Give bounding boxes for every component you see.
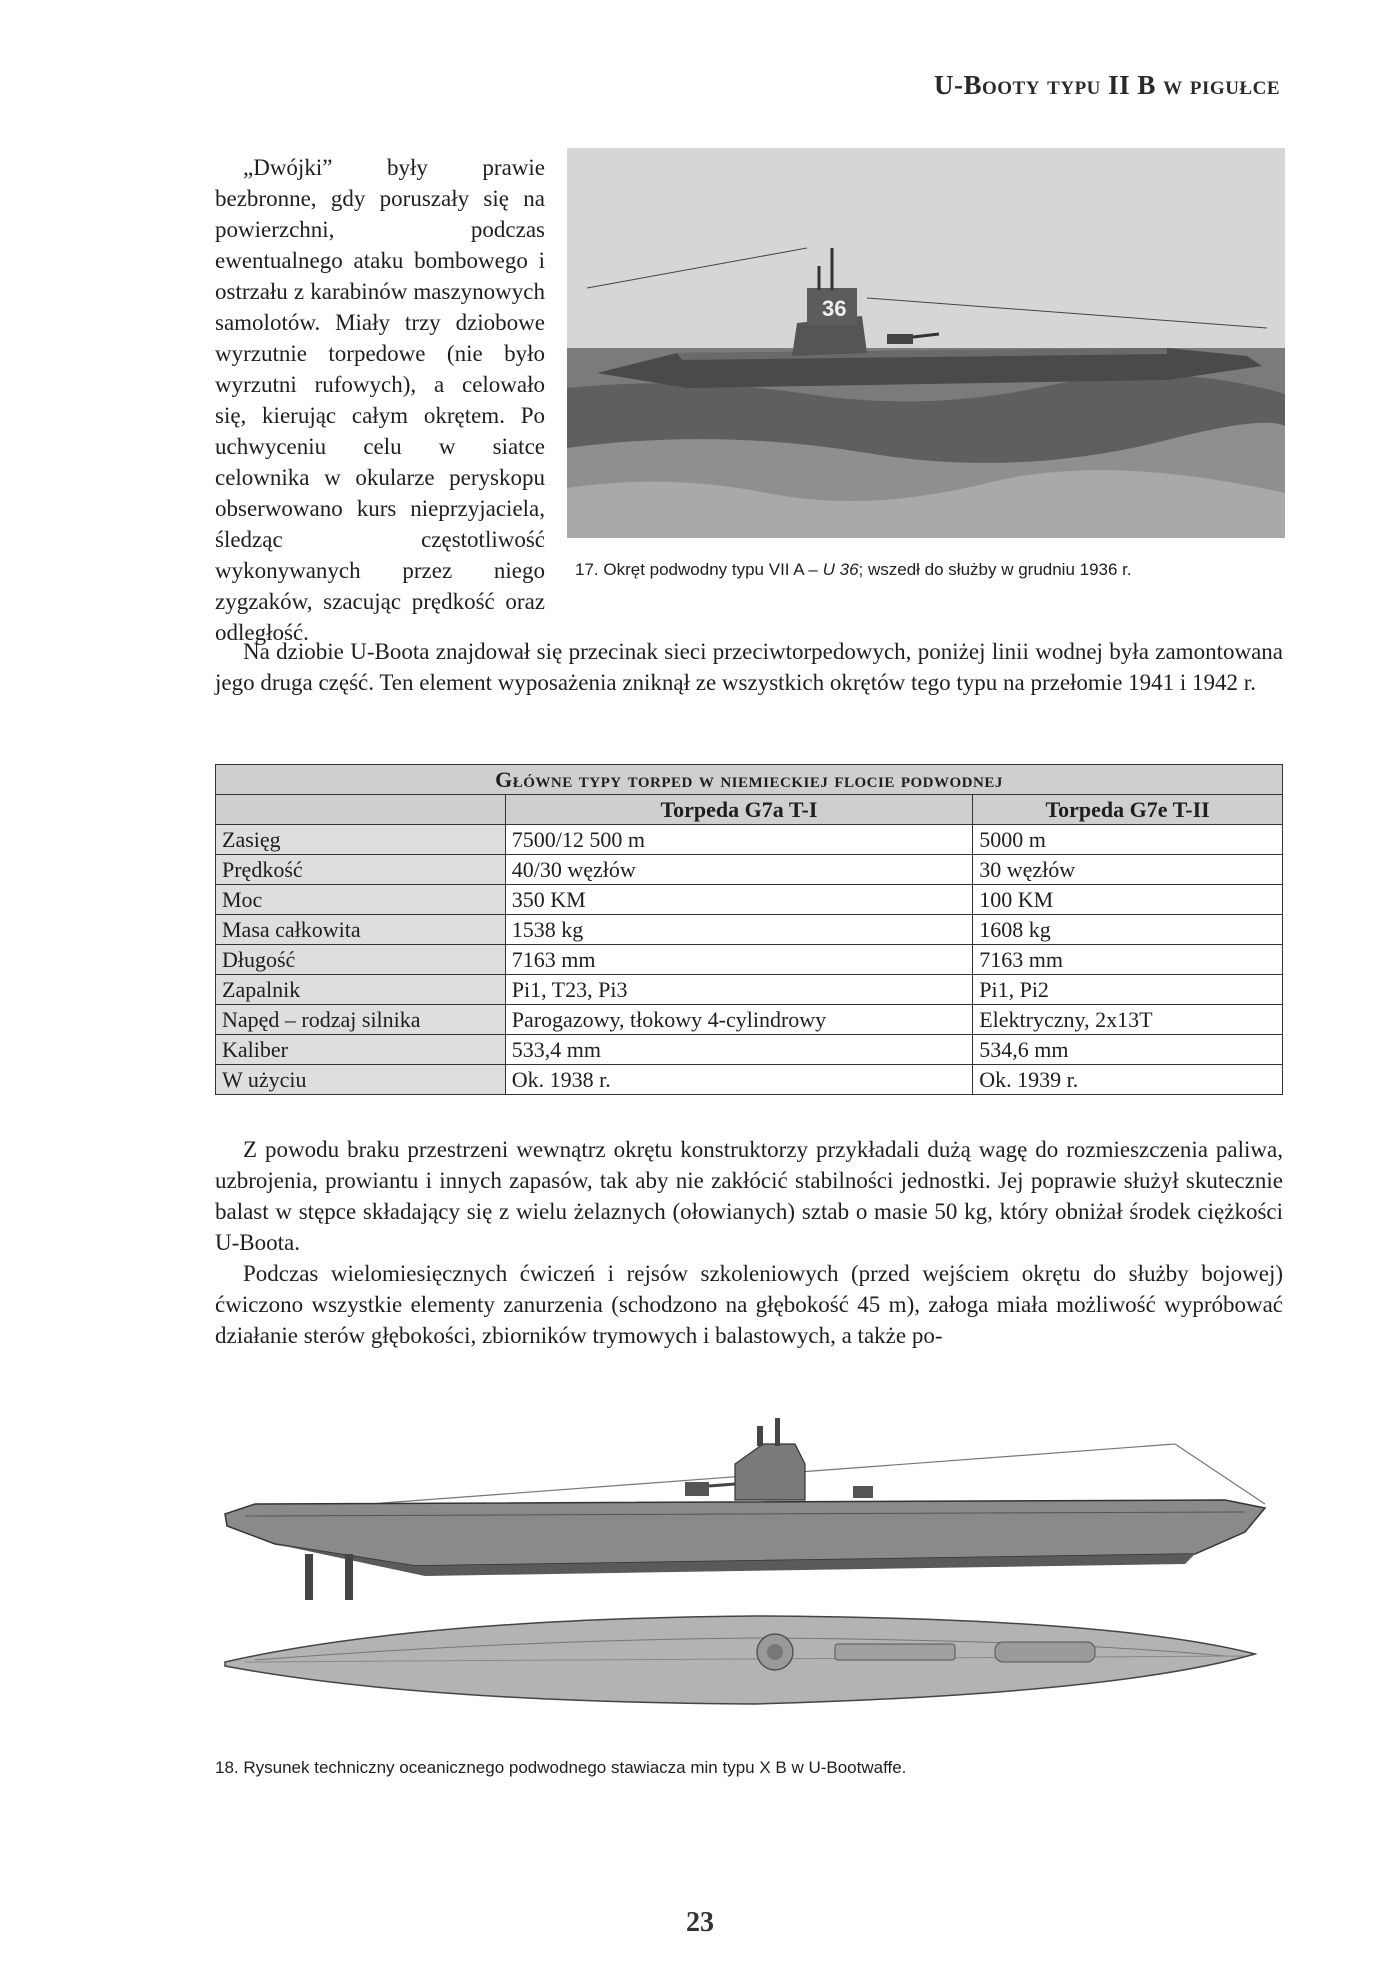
photo-u36-submarine — [567, 148, 1285, 538]
page-number: 23 — [686, 1907, 714, 1938]
row-label: Zapalnik — [216, 975, 506, 1005]
running-header: U-Booty typu II B w pigułce — [933, 70, 1280, 100]
cell-g7e: Elektryczny, 2x13T — [973, 1005, 1283, 1035]
technical-drawing-type-xb — [215, 1404, 1283, 1740]
row-label: Moc — [216, 885, 506, 915]
hull-number: 36 — [822, 296, 847, 321]
table-row — [216, 975, 1283, 1005]
table-row — [216, 825, 1283, 855]
row-label: Napęd – rodzaj silnika — [216, 1005, 506, 1035]
cell-g7a: 1538 kg — [505, 915, 973, 945]
row-label: W użyciu — [216, 1065, 506, 1095]
submarine-photo-drawing — [567, 148, 1285, 538]
cell-g7e: Ok. 1939 r. — [973, 1065, 1283, 1095]
cell-g7a: Ok. 1938 r. — [505, 1065, 973, 1095]
table-row — [216, 1035, 1283, 1065]
cell-g7a: Parogazowy, tłokowy 4-cylindrowy — [505, 1005, 973, 1035]
table-row — [216, 855, 1283, 885]
paragraph-ballast: Z powodu braku przestrzeni wewnątrz okrętu konstruktorzy przykładali dużą wagę do rozmieszczenia paliwa, uzbrojenia, prowiantu i innych zapasów, tak aby nie zakłócić stabilności jednostki. Jej poprawie służył skutecznie balast w stępce składający się z wielu żelaznych (ołowianych) sztab o masie 50 kg, który obniżał środek ciężkości U-Boota. — [215, 1137, 1283, 1255]
table-row — [216, 1065, 1283, 1095]
paragraph-intro: „Dwójki” były prawie bezbronne, gdy poruszały się na powierzchni, podczas ewentualnego ataku bombowego i ostrzału z karabinów maszynowych samolotów. Miały trzy dziobowe wyrzutnie torpedowe (nie było wyrzutni rufowych), a celowało się, kierując całym okrętem. Po uchwyceniu celu w siatce celownika w okularze peryskopu obserwowano kurs nieprzyjaciela, śledząc częstotliwość wykonywanych przez niego zygzaków, szacując prędkość oraz odległość. — [215, 155, 545, 645]
table-row — [216, 885, 1283, 915]
cell-g7a: 533,4 mm — [505, 1035, 973, 1065]
figure-18-caption: 18. Rysunek techniczny oceanicznego podwodnego stawiacza min typu X B w U-Bootwaffe. — [215, 1758, 907, 1777]
cell-g7a: 350 KM — [505, 885, 973, 915]
cell-g7e: Pi1, Pi2 — [973, 975, 1283, 1005]
table-row — [216, 1005, 1283, 1035]
cell-g7e: 7163 mm — [973, 945, 1283, 975]
figure-17-caption-boat: U 36 — [822, 560, 859, 579]
paragraph-training: Podczas wielomiesięcznych ćwiczeń i rejsów szkoleniowych (przed wejściem okrętu do służby bojowej) ćwiczono wszystkie elementy zanurzenia (schodzono na głębokość 45 m), załoga miała możliwość wypróbować działanie sterów głębokości, zbiorników trymowych i balastowych, a także po- — [215, 1261, 1283, 1348]
torpedo-table — [215, 764, 1283, 1095]
table-header-g7e: Torpeda G7e T-II — [973, 795, 1283, 825]
paragraph-net-cutter: Na dziobie U-Boota znajdował się przecinak sieci przeciwtorpedowych, poniżej linii wodnej była zamontowana jego druga część. Ten element wyposażenia zniknął ze wszystkich okrętów tego typu na przełomie 1941 i 1942 r. — [215, 639, 1283, 695]
cell-g7a: 40/30 węzłów — [505, 855, 973, 885]
cell-g7e: 100 KM — [973, 885, 1283, 915]
cell-g7a: 7500/12 500 m — [505, 825, 973, 855]
table-row — [216, 915, 1283, 945]
row-label: Długość — [216, 945, 506, 975]
figure-17-caption-suffix: ; wszedł do służby w grudniu 1936 r. — [858, 560, 1132, 579]
row-label: Zasięg — [216, 825, 506, 855]
cell-g7e: 534,6 mm — [973, 1035, 1283, 1065]
cell-g7e: 5000 m — [973, 825, 1283, 855]
cell-g7e: 30 węzłów — [973, 855, 1283, 885]
row-label: Masa całkowita — [216, 915, 506, 945]
submarine-technical-drawing — [215, 1404, 1283, 1740]
table-header-empty — [216, 795, 506, 825]
table-row — [216, 945, 1283, 975]
table-header-row — [216, 795, 1283, 825]
cell-g7a: 7163 mm — [505, 945, 973, 975]
cell-g7a: Pi1, T23, Pi3 — [505, 975, 973, 1005]
figure-17-caption-prefix: 17. Okręt podwodny typu VII A – — [575, 560, 823, 579]
table-title: Główne typy torped w niemieckiej flocie podwodnej — [216, 765, 1283, 795]
figure-17-caption — [575, 560, 1132, 580]
row-label: Prędkość — [216, 855, 506, 885]
row-label: Kaliber — [216, 1035, 506, 1065]
table-header-g7a: Torpeda G7a T-I — [505, 795, 973, 825]
cell-g7e: 1608 kg — [973, 915, 1283, 945]
